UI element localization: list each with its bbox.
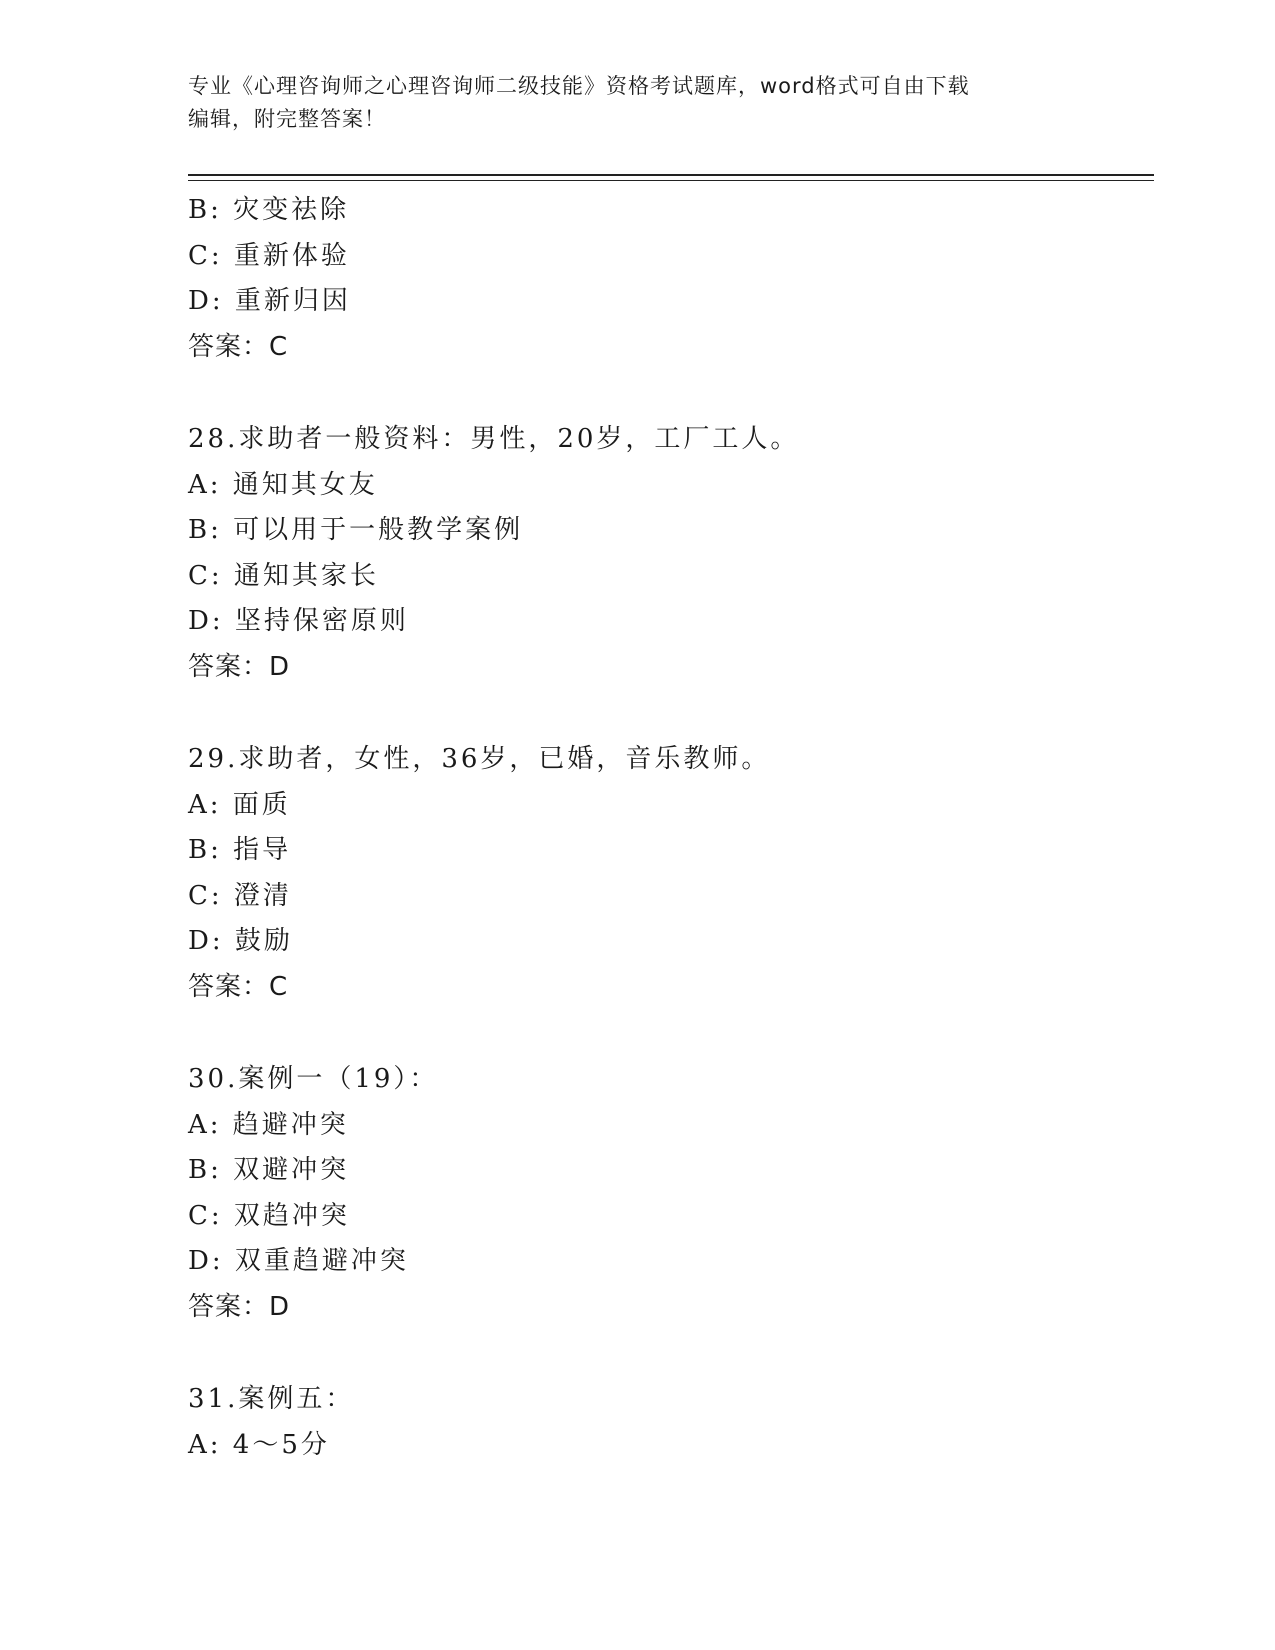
- question-31: [188, 1377, 1148, 1468]
- header-divider-thick: [188, 174, 1154, 176]
- question-stem: 30.案例一（19）：: [188, 1064, 439, 1094]
- header-line-1: 专业《心理咨询师之心理咨询师二级技能》资格考试题库，word格式可自由下载: [188, 74, 970, 98]
- option-d: D: 双重趋避冲突: [188, 1246, 409, 1276]
- question-list: [188, 188, 1148, 1468]
- option-c: C: 澄清: [188, 880, 292, 911]
- document-header: [188, 70, 1088, 136]
- option-b: B: 可以用于一般教学案例: [188, 515, 524, 545]
- option-a: A: 4～5分: [188, 1429, 330, 1460]
- question-stem: 29.求助者，女性，36岁，已婚，音乐教师。: [188, 744, 771, 774]
- option-b: B: 灾变祛除: [188, 195, 350, 225]
- question-28: [188, 417, 1148, 690]
- option-c: C: 通知其家长: [188, 560, 379, 591]
- header-divider-thin: [188, 180, 1154, 181]
- option-a: A: 趋避冲突: [188, 1109, 349, 1140]
- option-a: A: 面质: [188, 789, 291, 820]
- question-29: [188, 737, 1148, 1010]
- answer-line: 答案：D: [188, 1291, 291, 1322]
- answer-line: 答案：D: [188, 651, 291, 682]
- question-27-continuation: [188, 188, 1148, 370]
- answer-line: 答案：C: [188, 331, 289, 362]
- header-line-2: 编辑，附完整答案！: [188, 107, 386, 131]
- question-stem: 28.求助者一般资料：男性，20岁，工厂工人。: [188, 424, 800, 454]
- option-a: A: 通知其女友: [188, 469, 378, 500]
- option-d: D: 重新归因: [188, 286, 351, 316]
- option-c: C: 双趋冲突: [188, 1200, 350, 1231]
- question-stem: 31.案例五：: [188, 1384, 355, 1414]
- answer-line: 答案：C: [188, 971, 289, 1002]
- option-b: B: 双避冲突: [188, 1155, 350, 1185]
- option-b: B: 指导: [188, 835, 292, 865]
- option-d: D: 坚持保密原则: [188, 606, 409, 636]
- option-d: D: 鼓励: [188, 926, 293, 956]
- question-30: [188, 1057, 1148, 1330]
- option-c: C: 重新体验: [188, 240, 350, 271]
